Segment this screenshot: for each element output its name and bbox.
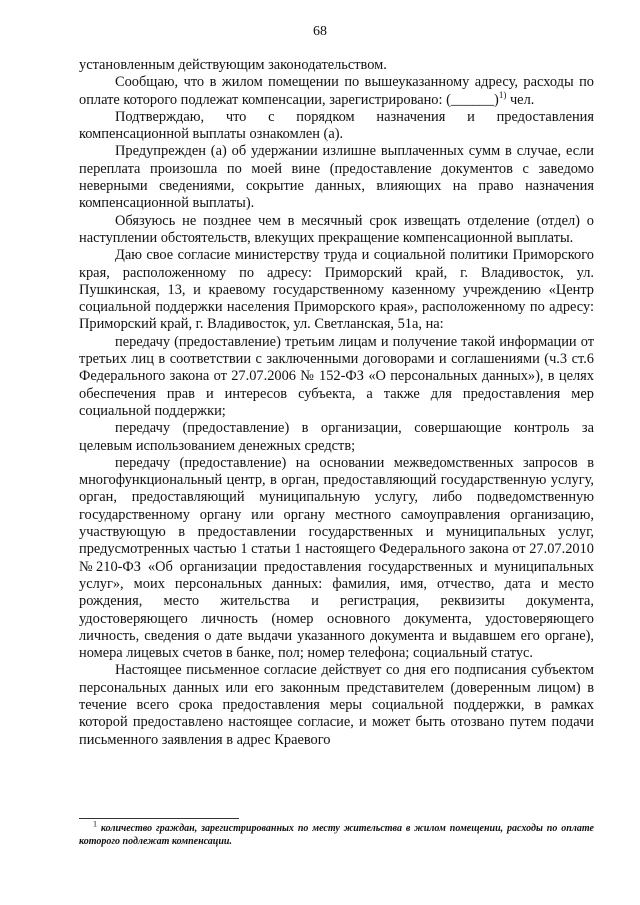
footnote-text: количество граждан, зарегистрированных по месту жительства в жилом помещении, расходы по оплате которого подлежат компенсации. (79, 823, 594, 847)
footnote-marker: 1 (93, 819, 97, 829)
paragraph: установленным действующим законодательством. (79, 57, 387, 73)
paragraph: Настоящее письменное согласие действует со дня его подписания субъектом персональных данных или его законным представителем (доверенным лицом) в течение всего срока предоставления меры социальной поддержки, в рамках которой предоставлено настоящее согласие, и может быть отозвано путем подачи письменного заявления в адрес Краевого (79, 662, 594, 748)
page-number: 68 (313, 24, 327, 39)
footnote (79, 819, 594, 848)
registered-persons-paragraph (79, 74, 594, 109)
paragraph: Предупрежден (а) об удержании излишне выплаченных сумм в случае, если переплата произошла по моей вине (предоставление документов с заведомо неверными сведениями, сокрытие данных, влияющих на право назначения компенсационной выплаты). (79, 143, 594, 212)
paragraph-text: Сообщаю, что в жилом помещении по вышеуказанному адресу, расходы по оплате которого подлежат компенсации, зарегистрировано: (______) (79, 74, 594, 108)
paragraph: передачу (предоставление) на основании межведомственных запросов в многофункциональный центр, в орган, предоставляющий государственную услугу, орган, предоставляющий муниципальную услугу, либо подведомственную государственному органу или органу местного самоуправления организацию, участвующую в предоставлении государственных и муниципальных услуг, предусмотренных частью 1 статьи 1 настоящего Федерального закона от 27.07.2010 №210-ФЗ «Об организации предоставления государственных и муниципальных услуг», моих персональных данных: фамилия, имя, отчество, дата и место рождения, место жительства и регистрация, реквизиты документа, удостоверяющего личность (номер основного документа, удостоверяющего личность, сведения о дате выдачи указанного документа и выдавшем его органе), номера лицевых счетов в банке, пол; номер телефона; социальный статус. (79, 454, 594, 662)
paragraph: передачу (предоставление) третьим лицам и получение такой информации от третьих лиц в соответствии с заключенными договорами и соглашениями (ч.3 ст.6 Федерального закона от 27.07.2006 № 152-ФЗ «О персональных данных»), в целях обеспечения прав и интересов субъекта, а также для предоставления мер социальной поддержки; (79, 333, 594, 419)
paragraph: Подтверждаю, что с порядком назначения и предоставления компенсационной выплаты ознакомлен (а). (79, 108, 594, 143)
paragraph-text: чел. (506, 91, 535, 108)
footnote-reference: 1) (498, 89, 507, 100)
paragraph: Даю свое согласие министерству труда и социальной политики Приморского края, расположенному по адресу: Приморский край, г. Владивосток, ул. Пушкинская, 13, и краевому государственному казенному учреждению «Центр социальной поддержки населения Приморского края», расположенному по адресу: Приморский край, г. Владивосток, ул. Светланская, 51а, на: (79, 247, 594, 333)
document-body (79, 57, 594, 749)
paragraph: передачу (предоставление) в организации, совершающие контроль за целевым использованием денежных средств; (79, 420, 594, 454)
paragraph: Обязуюсь не позднее чем в месячный срок извещать отделение (отдел) о наступлении обстоятельств, влекущих прекращение компенсационной выплаты. (79, 212, 594, 246)
footnote-divider (79, 818, 239, 819)
